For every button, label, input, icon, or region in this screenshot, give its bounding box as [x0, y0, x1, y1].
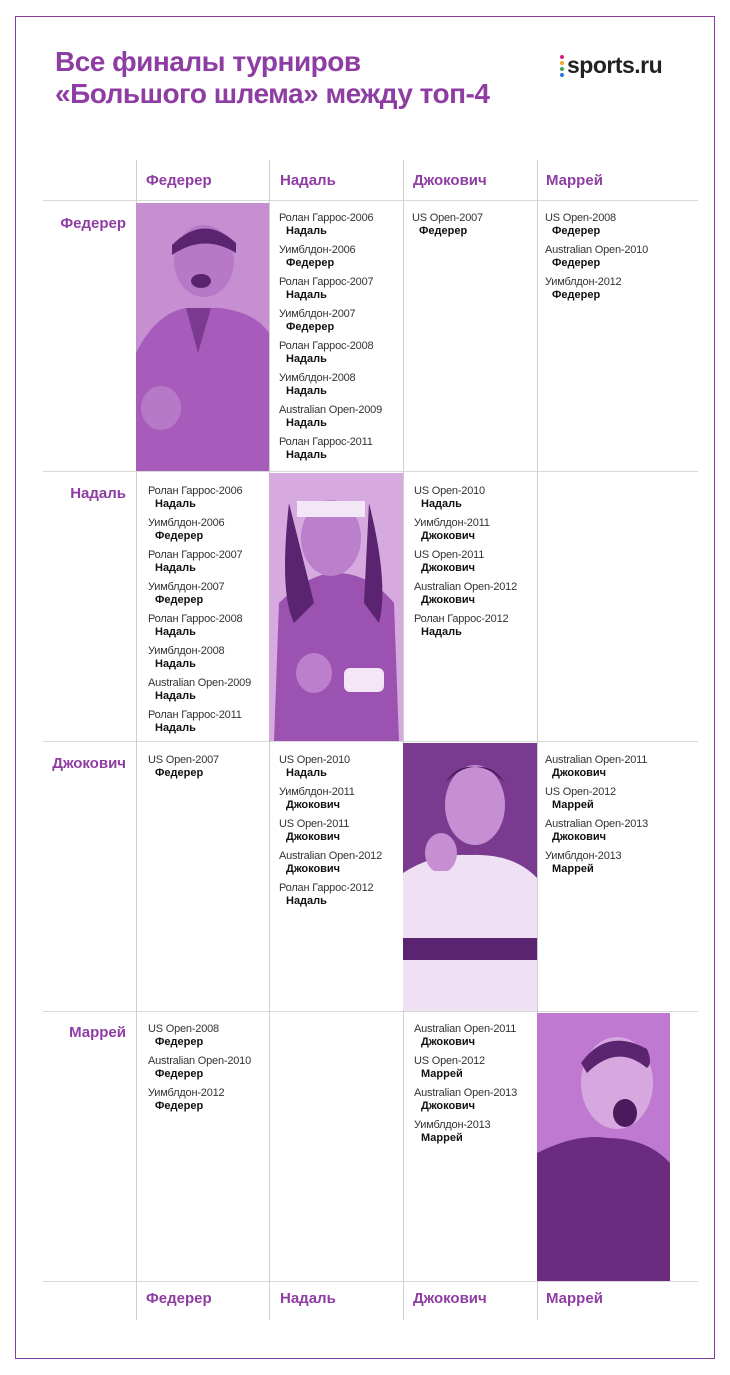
- row-header-nadal: Надаль: [70, 485, 126, 502]
- winner-name: Федерер: [155, 1068, 204, 1080]
- tournament-name: Уимблдон-2006: [279, 244, 356, 256]
- winner-name: Надаль: [286, 225, 327, 237]
- logo-dots-icon: [560, 55, 564, 77]
- tournament-name: Уимблдон-2013: [545, 850, 622, 862]
- cell-murray-vs-federer: [148, 1023, 276, 1119]
- tournament-name: Ролан Гаррос-2011: [148, 709, 242, 721]
- final-entry: [279, 276, 407, 302]
- cell-nadal-vs-djokovic: [414, 485, 542, 645]
- final-entry: [279, 372, 407, 398]
- winner-name: Надаль: [421, 498, 462, 510]
- final-entry: [545, 212, 673, 238]
- tournament-name: Ролан Гаррос-2011: [279, 436, 373, 448]
- final-entry: [148, 645, 276, 671]
- nadal-photo: [269, 473, 403, 741]
- row-header-murray: Маррей: [69, 1024, 126, 1041]
- final-entry: [279, 212, 407, 238]
- final-entry: [279, 786, 407, 812]
- final-entry: [148, 1087, 276, 1113]
- tournament-name: Australian Open-2010: [148, 1055, 252, 1067]
- winner-name: Федерер: [419, 225, 468, 237]
- tournament-name: Ролан Гаррос-2012: [279, 882, 374, 894]
- final-entry: [414, 1119, 542, 1145]
- tournament-name: Australian Open-2011: [545, 754, 648, 766]
- tournament-name: Уимблдон-2008: [279, 372, 356, 384]
- winner-name: Надаль: [421, 626, 462, 638]
- final-entry: [414, 1023, 542, 1049]
- final-entry: [148, 1023, 276, 1049]
- winner-name: Надаль: [155, 722, 196, 734]
- cell-federer-vs-djokovic: [412, 212, 540, 244]
- winner-name: Федерер: [552, 289, 601, 301]
- winner-name: Надаль: [155, 658, 196, 670]
- winner-name: Надаль: [286, 767, 327, 779]
- tournament-name: US Open-2008: [545, 212, 616, 224]
- tournament-name: Ролан Гаррос-2007: [279, 276, 374, 288]
- final-entry: [279, 404, 407, 430]
- column-header-nadal: Надаль: [280, 172, 336, 189]
- winner-name: Маррей: [552, 799, 594, 811]
- winner-name: Джокович: [286, 831, 341, 843]
- grid-line: [43, 1011, 698, 1012]
- tournament-name: Уимблдон-2011: [414, 517, 490, 529]
- winner-name: Надаль: [286, 289, 327, 301]
- final-entry: [279, 818, 407, 844]
- final-entry: [148, 485, 276, 511]
- tournament-name: US Open-2011: [279, 818, 350, 830]
- column-footer-federer: Федерер: [146, 1290, 212, 1307]
- murray-photo: [537, 1013, 670, 1281]
- winner-name: Надаль: [286, 895, 327, 907]
- winner-name: Федерер: [552, 225, 601, 237]
- winner-name: Джокович: [286, 799, 341, 811]
- grid-line: [43, 471, 698, 472]
- cell-murray-vs-djokovic: [414, 1023, 542, 1151]
- winner-name: Надаль: [286, 449, 327, 461]
- tournament-name: Ролан Гаррос-2006: [148, 485, 243, 497]
- grid-line: [43, 1281, 698, 1282]
- winner-name: Федерер: [155, 1100, 204, 1112]
- tournament-name: US Open-2007: [148, 754, 219, 766]
- final-entry: [414, 1087, 542, 1113]
- winner-name: Надаль: [155, 626, 196, 638]
- tournament-name: Australian Open-2013: [414, 1087, 518, 1099]
- final-entry: [148, 754, 276, 780]
- tournament-name: Australian Open-2009: [148, 677, 252, 689]
- final-entry: [279, 340, 407, 366]
- logo-text: sports.ru: [567, 52, 663, 78]
- cell-federer-vs-nadal: [279, 212, 407, 468]
- winner-name: Джокович: [552, 831, 607, 843]
- final-entry: [545, 818, 673, 844]
- logo-dot-icon: [560, 67, 564, 71]
- sports-ru-logo: [560, 52, 662, 79]
- final-entry: [279, 754, 407, 780]
- final-entry: [545, 850, 673, 876]
- tournament-name: Уимблдон-2008: [148, 645, 225, 657]
- tournament-name: US Open-2007: [412, 212, 483, 224]
- winner-name: Надаль: [286, 417, 327, 429]
- column-footer-djokovic: Джокович: [413, 1290, 487, 1307]
- winner-name: Федерер: [286, 321, 335, 333]
- cell-djokovic-vs-federer: [148, 754, 276, 786]
- winner-name: Джокович: [421, 530, 476, 542]
- row-header-djokovic: Джокович: [52, 755, 126, 772]
- cell-nadal-vs-federer: [148, 485, 276, 741]
- winner-name: Федерер: [155, 767, 204, 779]
- tournament-name: Уимблдон-2011: [279, 786, 355, 798]
- cell-federer-vs-murray: [545, 212, 673, 308]
- cell-djokovic-vs-nadal: [279, 754, 407, 914]
- column-header-djokovic: Джокович: [413, 172, 487, 189]
- djokovic-photo: [403, 743, 537, 1011]
- column-footer-nadal: Надаль: [280, 1290, 336, 1307]
- winner-name: Джокович: [421, 1036, 476, 1048]
- final-entry: [148, 549, 276, 575]
- final-entry: [148, 613, 276, 639]
- final-entry: [414, 549, 542, 575]
- column-header-federer: Федерер: [146, 172, 212, 189]
- tournament-name: Уимблдон-2013: [414, 1119, 491, 1131]
- title-line-2: «Большого шлема» между топ-4: [55, 78, 490, 109]
- final-entry: [545, 754, 673, 780]
- tournament-name: Ролан Гаррос-2008: [279, 340, 374, 352]
- final-entry: [545, 244, 673, 270]
- tournament-name: Уимблдон-2012: [148, 1087, 225, 1099]
- grid-line: [43, 741, 698, 742]
- winner-name: Маррей: [421, 1132, 463, 1144]
- winner-name: Надаль: [155, 562, 196, 574]
- tournament-name: Уимблдон-2007: [279, 308, 356, 320]
- final-entry: [412, 212, 540, 238]
- row-header-federer: Федерер: [60, 215, 126, 232]
- federer-photo: [136, 203, 269, 471]
- winner-name: Федерер: [552, 257, 601, 269]
- winner-name: Джокович: [286, 863, 341, 875]
- tournament-name: US Open-2012: [414, 1055, 485, 1067]
- tournament-name: Australian Open-2012: [279, 850, 383, 862]
- column-header-murray: Маррей: [546, 172, 603, 189]
- tournament-name: Australian Open-2010: [545, 244, 649, 256]
- final-entry: [545, 276, 673, 302]
- tournament-name: Australian Open-2013: [545, 818, 649, 830]
- final-entry: [279, 308, 407, 334]
- grid-line: [43, 200, 698, 201]
- tournament-name: US Open-2010: [414, 485, 485, 497]
- page-title: [55, 46, 489, 110]
- winner-name: Маррей: [552, 863, 594, 875]
- winner-name: Джокович: [421, 594, 476, 606]
- winner-name: Федерер: [155, 530, 204, 542]
- winner-name: Надаль: [155, 498, 196, 510]
- final-entry: [148, 677, 276, 703]
- tournament-name: Australian Open-2009: [279, 404, 383, 416]
- column-footer-murray: Маррей: [546, 1290, 603, 1307]
- winner-name: Надаль: [286, 385, 327, 397]
- tournament-name: US Open-2008: [148, 1023, 219, 1035]
- tournament-name: US Open-2012: [545, 786, 616, 798]
- tournament-name: Уимблдон-2006: [148, 517, 225, 529]
- final-entry: [414, 517, 542, 543]
- final-entry: [148, 517, 276, 543]
- winner-name: Джокович: [421, 562, 476, 574]
- final-entry: [279, 882, 407, 908]
- final-entry: [545, 786, 673, 812]
- final-entry: [279, 244, 407, 270]
- winner-name: Джокович: [421, 1100, 476, 1112]
- final-entry: [148, 1055, 276, 1081]
- logo-dot-icon: [560, 61, 564, 65]
- tournament-name: Ролан Гаррос-2008: [148, 613, 243, 625]
- tournament-name: Уимблдон-2007: [148, 581, 225, 593]
- winner-name: Надаль: [286, 353, 327, 365]
- winner-name: Федерер: [155, 1036, 204, 1048]
- tournament-name: US Open-2010: [279, 754, 350, 766]
- tournament-name: Уимблдон-2012: [545, 276, 622, 288]
- tournament-name: Ролан Гаррос-2012: [414, 613, 509, 625]
- final-entry: [414, 485, 542, 511]
- final-entry: [414, 581, 542, 607]
- tournament-name: Ролан Гаррос-2006: [279, 212, 374, 224]
- tournament-name: Australian Open-2012: [414, 581, 518, 593]
- final-entry: [148, 581, 276, 607]
- final-entry: [414, 1055, 542, 1081]
- winner-name: Федерер: [286, 257, 335, 269]
- cell-djokovic-vs-murray: [545, 754, 673, 882]
- winner-name: Маррей: [421, 1068, 463, 1080]
- title-line-1: Все финалы турниров: [55, 46, 361, 77]
- final-entry: [148, 709, 276, 735]
- tournament-name: US Open-2011: [414, 549, 485, 561]
- final-entry: [279, 850, 407, 876]
- final-entry: [279, 436, 407, 462]
- tournament-name: Australian Open-2011: [414, 1023, 517, 1035]
- winner-name: Надаль: [155, 690, 196, 702]
- logo-dot-icon: [560, 73, 564, 77]
- winner-name: Федерер: [155, 594, 204, 606]
- logo-dot-icon: [560, 55, 564, 59]
- tournament-name: Ролан Гаррос-2007: [148, 549, 243, 561]
- winner-name: Джокович: [552, 767, 607, 779]
- final-entry: [414, 613, 542, 639]
